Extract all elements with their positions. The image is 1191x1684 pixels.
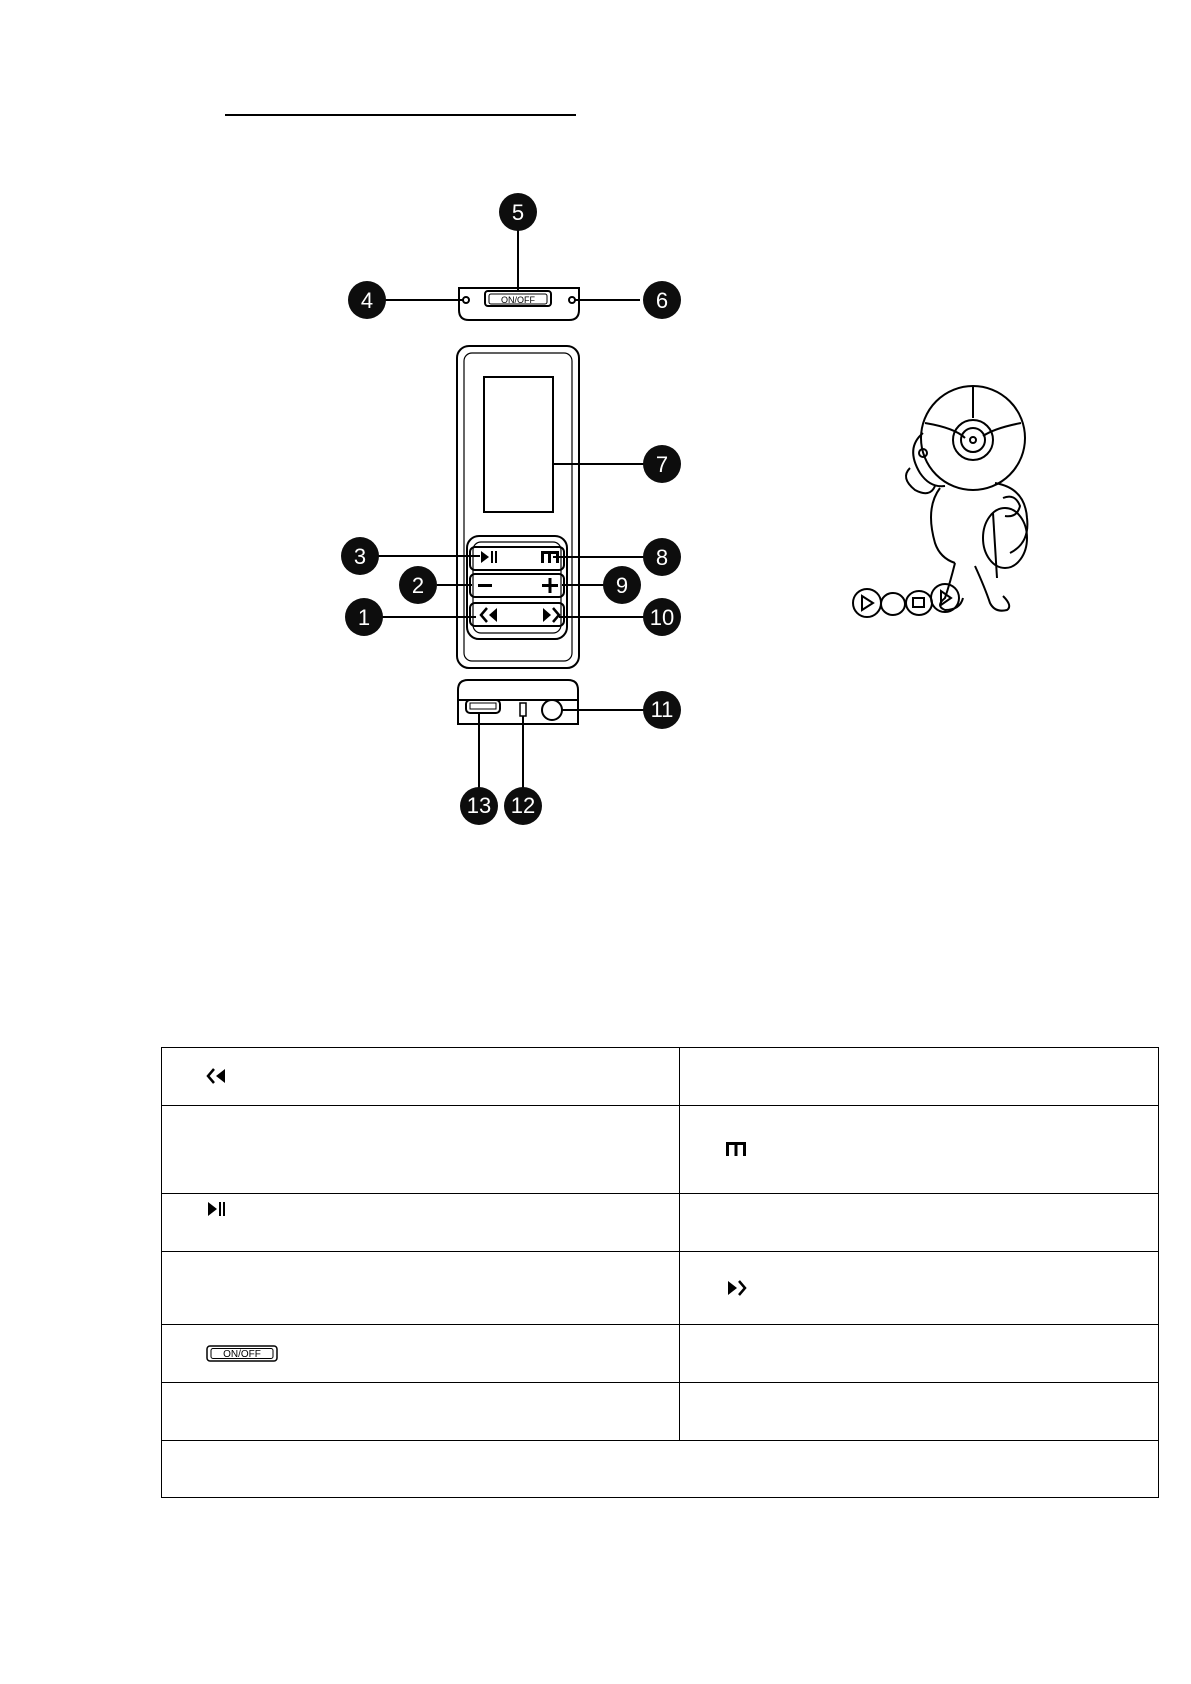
table-cell	[162, 1106, 680, 1194]
callout-2	[399, 566, 437, 604]
callout-3	[341, 537, 379, 575]
svg-text:6: 6	[655, 288, 669, 313]
power-switch-label: ON/OFF	[501, 295, 535, 305]
table-footer-cell	[162, 1441, 1159, 1498]
rewind-icon	[481, 608, 497, 622]
rewind-icon	[206, 1067, 228, 1085]
plus-icon	[542, 578, 558, 593]
player-bottom-view	[458, 680, 578, 724]
table-row	[162, 1441, 1159, 1498]
player-front-view	[457, 346, 579, 668]
earphone-jack	[542, 700, 562, 720]
play-pause-icon	[481, 551, 497, 563]
callout-4	[348, 281, 386, 319]
table-cell	[680, 1325, 1159, 1383]
callout-leaders	[376, 230, 648, 790]
on-off-switch-icon	[206, 1344, 278, 1362]
svg-text:9: 9	[615, 573, 629, 598]
svg-text:5: 5	[511, 200, 525, 225]
table-cell	[162, 1194, 680, 1252]
table-cell	[162, 1325, 680, 1383]
table-cell	[162, 1383, 680, 1441]
button-legend-table	[161, 1047, 1159, 1498]
table-row	[162, 1106, 1159, 1194]
callout-11	[643, 691, 681, 729]
callout-5	[499, 193, 537, 231]
table-row	[162, 1048, 1159, 1106]
play-pause-icon	[206, 1200, 226, 1218]
usb-port	[466, 700, 500, 713]
fast-forward-icon	[725, 1279, 747, 1297]
callout-10	[643, 598, 681, 636]
svg-text:10: 10	[649, 605, 675, 630]
callout-6	[643, 281, 681, 319]
callout-7	[643, 445, 681, 483]
svg-text:8: 8	[655, 545, 669, 570]
svg-text:2: 2	[411, 573, 425, 598]
minus-icon	[478, 584, 492, 587]
callout-13	[460, 787, 498, 825]
table-cell	[680, 1194, 1159, 1252]
display-screen	[484, 377, 553, 512]
mascot-illustration	[845, 378, 1055, 638]
svg-text:1: 1	[357, 605, 371, 630]
indicator-slot	[520, 703, 526, 716]
callout-1	[345, 598, 383, 636]
table-cell	[680, 1383, 1159, 1441]
table-row	[162, 1194, 1159, 1252]
table-cell	[680, 1048, 1159, 1106]
fast-forward-icon	[543, 608, 559, 622]
table-row	[162, 1252, 1159, 1325]
svg-text:3: 3	[353, 544, 367, 569]
table-cell	[680, 1252, 1159, 1325]
svg-text:4: 4	[360, 288, 374, 313]
table-cell	[680, 1106, 1159, 1194]
table-row	[162, 1325, 1159, 1383]
table-row	[162, 1383, 1159, 1441]
callout-12	[504, 787, 542, 825]
svg-text:ON/OFF: ON/OFF	[223, 1349, 261, 1361]
callout-8	[643, 538, 681, 576]
menu-icon	[725, 1141, 747, 1157]
svg-text:11: 11	[650, 697, 674, 722]
svg-text:13: 13	[466, 793, 492, 818]
table-cell	[162, 1048, 680, 1106]
table-cell	[162, 1252, 680, 1325]
callout-9	[603, 566, 641, 604]
svg-text:7: 7	[655, 452, 669, 477]
svg-text:12: 12	[510, 793, 536, 818]
